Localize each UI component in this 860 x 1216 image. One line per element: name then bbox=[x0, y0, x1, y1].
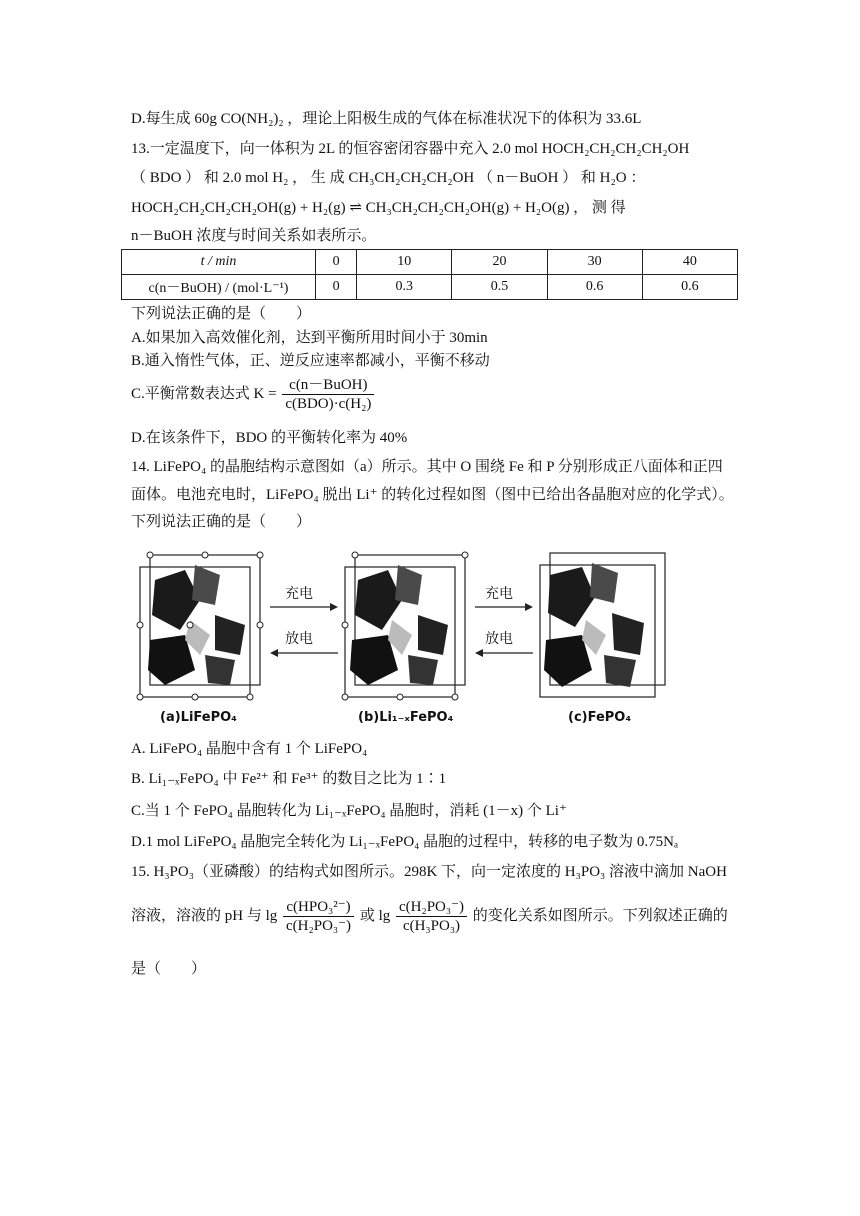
table-cell: 30 bbox=[547, 250, 642, 275]
q13-line4: n－BuOH 浓度与时间关系如表所示。 bbox=[131, 228, 377, 244]
table-cell: 40 bbox=[642, 250, 737, 275]
q15-fraction-2 bbox=[396, 898, 467, 935]
q13c-denominator: c(BDO)·c(H₂) bbox=[285, 396, 372, 412]
q15-fraction-1 bbox=[283, 898, 354, 935]
table-cell: 0.3 bbox=[357, 275, 452, 300]
table-cell: 0.6 bbox=[642, 275, 737, 300]
q14-line2: 面体。电池充电时，LiFePO₄ 脱出 Li⁺ 的转化过程如图（图中已给出各晶胞对应的化学式）。 bbox=[131, 487, 734, 503]
q15-frac2-numerator: c(H₂PO₃⁻) bbox=[396, 898, 467, 917]
q13-stem: 下列说法正确的是（ ） bbox=[131, 306, 312, 322]
table-cell: 0.6 bbox=[547, 275, 642, 300]
table-cell: c(n－BuOH) / (mol·L⁻¹) bbox=[122, 275, 316, 300]
q13c-prefix: C.平衡常数表达式 K = bbox=[131, 385, 277, 402]
q12-option-d bbox=[131, 108, 641, 130]
q15-text-b: 的变化关系如图所示。下列叙述正确的 bbox=[472, 907, 728, 924]
q13-equation: HOCH₂CH₂CH₂CH₂OH(g) + H₂(g) ⇌ CH₃CH₂CH₂CH₂OH(g) + H₂O(g) ， 测 得 bbox=[131, 200, 626, 216]
q14-option-d: D.1 mol LiFePO₄ 晶胞完全转化为 Li₁₋ₓFePO₄ 晶胞的过程中，转移的电子数为 0.75Nₐ bbox=[131, 834, 679, 850]
q14-option-a: A. LiFePO₄ 晶胞中含有 1 个 LiFePO₄ bbox=[131, 741, 368, 757]
q13c-numerator: c(n－BuOH) bbox=[282, 376, 374, 395]
crystal-diagram bbox=[130, 545, 670, 705]
q12d-text-b: ，理论上阳极生成的气体在标准状况下的体积为 33.6L bbox=[287, 111, 642, 127]
table-cell: t / min bbox=[122, 250, 316, 275]
q15-frac1-numerator: c(HPO₃²⁻) bbox=[283, 898, 354, 917]
table-cell: 0 bbox=[316, 250, 357, 275]
discharge-label-1: 放电 bbox=[285, 631, 313, 647]
crystal-cell-b bbox=[342, 552, 468, 700]
q15-frac1-denominator: c(H₂PO₃⁻) bbox=[286, 918, 352, 934]
q15-line2 bbox=[131, 898, 728, 935]
q15-text-or: 或 lg bbox=[359, 907, 391, 924]
discharge-label-2: 放电 bbox=[485, 631, 513, 647]
q14-option-b: B. Li₁₋ₓFePO₄ 中 Fe²⁺ 和 Fe³⁺ 的数目之比为 1∶1 bbox=[131, 771, 447, 787]
caption-a: (a)LiFePO₄ bbox=[160, 710, 237, 725]
q13-option-b: B.通入惰性气体，正、逆反应速率都减小，平衡不移动 bbox=[131, 353, 490, 369]
q14-line1: 14. LiFePO₄ 的晶胞结构示意图如（a）所示。其中 O 围绕 Fe 和 P 分别形成正八面体和正四 bbox=[131, 459, 723, 475]
q14-stem: 下列说法正确的是（ ） bbox=[131, 514, 312, 530]
q13-line1: 13.一定温度下，向一体积为 2L 的恒容密闭容器中充入 2.0 mol HOCH₂CH₂CH₂CH₂OH bbox=[131, 141, 690, 157]
q15-frac2-denominator: c(H₃PO₃) bbox=[402, 918, 461, 934]
q14-option-c: C.当 1 个 FePO₄ 晶胞转化为 Li₁₋ₓFePO₄ 晶胞时，消耗 (1－x) 个 Li⁺ bbox=[131, 803, 567, 819]
table-cell: 20 bbox=[452, 250, 547, 275]
q15-line1: 15. H₃PO₃（亚磷酸）的结构式如图所示。298K 下，向一定浓度的 H₃PO₃ 溶液中滴加 NaOH bbox=[131, 864, 727, 880]
table-cell: 0 bbox=[316, 275, 357, 300]
crystal-cell-c bbox=[540, 553, 665, 697]
q13-option-d: D.在该条件下，BDO 的平衡转化率为 40% bbox=[131, 430, 408, 446]
q13-line2: （ BDO ） 和 2.0 mol H₂ ， 生 成 CH₃CH₂CH₂CH₂OH （ n－BuOH ） 和 H₂O ： bbox=[131, 170, 646, 186]
charge-label-2: 充电 bbox=[485, 586, 513, 602]
table-row bbox=[122, 275, 738, 300]
q15-text-a: 溶液，溶液的 pH 与 lg bbox=[131, 907, 278, 924]
q13-option-a: A.如果加入高效催化剂，达到平衡所用时间小于 30min bbox=[131, 330, 488, 346]
crystal-structure-figure bbox=[130, 545, 670, 730]
crystal-cell-a bbox=[137, 552, 263, 700]
q12d-formula: CO(NH₂)₂ bbox=[220, 111, 284, 127]
table-cell: 0.5 bbox=[452, 275, 547, 300]
q15-line3: 是（ ） bbox=[131, 961, 207, 977]
q13-option-c bbox=[131, 376, 376, 413]
caption-c: (c)FePO₄ bbox=[568, 710, 632, 725]
q12d-text-a: D.每生成 60g bbox=[131, 111, 217, 127]
table-row bbox=[122, 250, 738, 275]
q13-concentration-table bbox=[121, 249, 738, 300]
charge-label-1: 充电 bbox=[285, 586, 313, 602]
caption-b: (b)Li₁₋ₓFePO₄ bbox=[358, 710, 454, 725]
q13c-fraction bbox=[282, 376, 374, 413]
table-cell: 10 bbox=[357, 250, 452, 275]
